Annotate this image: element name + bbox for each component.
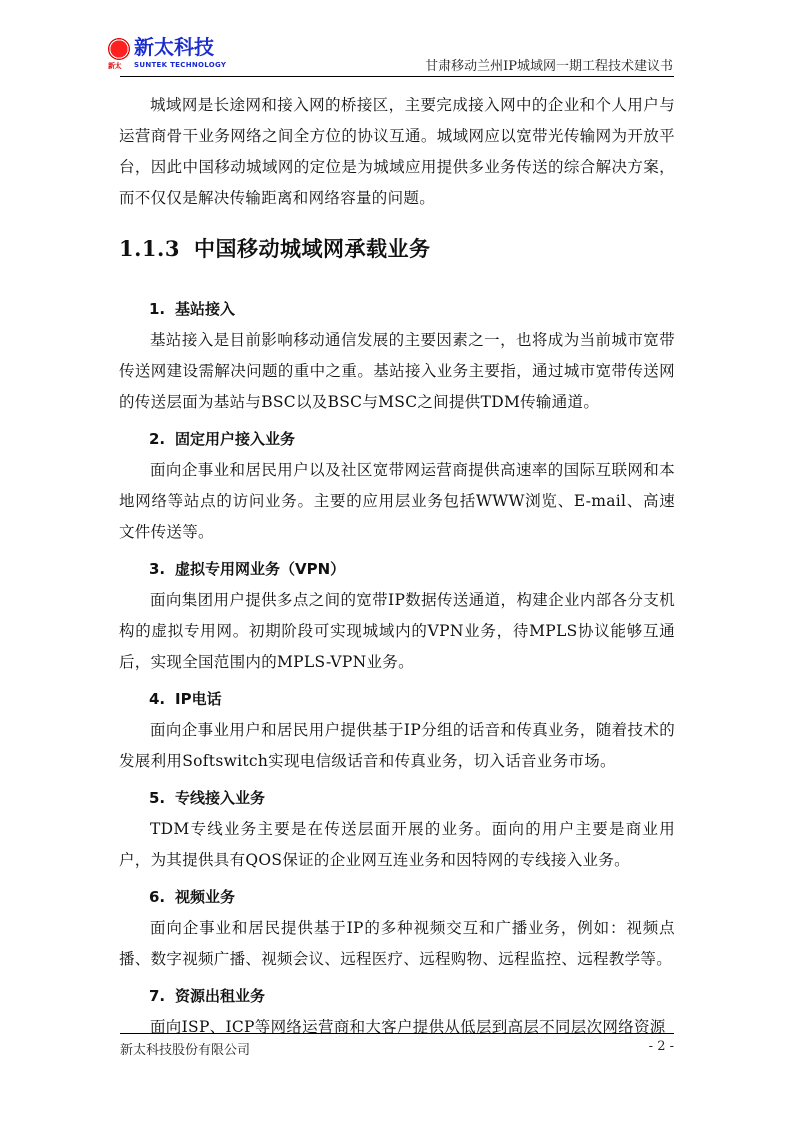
header-divider (120, 76, 674, 77)
item-heading: 4. IP电话 (149, 690, 222, 708)
page-body (119, 90, 675, 1043)
item-paragraph: TDM专线业务主要是在传送层面开展的业务。面向的用户主要是商业用户，为其提供具有QOS保证的企业网互连业务和因特网的专线接入业务。 (119, 820, 675, 869)
intro-paragraph: 城域网是长途网和接入网的桥接区，主要完成接入网中的企业和个人用户与运营商骨干业务网络之间全方位的协议互通。城域网应以宽带光传输网为开放平台，因此中国移动城域网的定位是为城域应用提供多业务传送的综合解决方案，而不仅仅是解决传输距离和网络容量的问题。 (119, 96, 675, 207)
item-heading: 1. 基站接入 (149, 300, 236, 318)
company-logo (108, 35, 238, 72)
item-paragraph: 面向企事业和居民提供基于IP的多种视频交互和广播业务，例如：视频点播、数字视频广播、视频会议、远程医疗、远程购物、远程监控、远程教学等。 (119, 919, 675, 968)
item-heading: 6. 视频业务 (149, 888, 236, 906)
item-heading: 2. 固定用户接入业务 (149, 430, 296, 448)
logo-mark-text: 新太 (108, 62, 121, 70)
footer-company: 新太科技股份有限公司 (120, 1043, 251, 1058)
page-header (0, 0, 793, 80)
footer-divider (120, 1033, 674, 1034)
item-paragraph: 面向企事业用户和居民用户提供基于IP分组的话音和传真业务，随着技术的发展利用Softswitch实现电信级话音和传真业务，切入话音业务市场。 (119, 721, 675, 770)
item-paragraph: 面向企事业和居民用户以及社区宽带网运营商提供高速率的国际互联网和本地网络等站点的访问业务。主要的应用层业务包括WWW浏览、E-mail、高速文件传送等。 (119, 461, 675, 541)
item-paragraph: 基站接入是目前影响移动通信发展的主要因素之一，也将成为当前城市宽带传送网建设需解决问题的重中之重。基站接入业务主要指，通过城市宽带传送网的传送层面为基站与BSC以及BSC与MSC之间提供TDM传输通道。 (119, 331, 675, 411)
logo-name-en: SUNTEK TECHNOLOGY (134, 61, 227, 69)
item-paragraph: 面向ISP、ICP等网络运营商和大客户提供从低层到高层不同层次网络资源 (150, 1018, 666, 1036)
section-title: 中国移动城域网承载业务 (193, 236, 431, 261)
item-paragraph: 面向集团用户提供多点之间的宽带IP数据传送通道，构建企业内部各分支机构的虚拟专用网。初期阶段可实现城域内的VPN业务，待MPLS协议能够互通后，实现全国范围内的MPLS-VPN业务。 (119, 591, 675, 671)
logo-sun-icon (108, 38, 130, 60)
logo-name-cn: 新太科技 (134, 35, 214, 59)
item-heading: 3. 虚拟专用网业务（VPN） (149, 560, 346, 578)
document-title: 甘肃移动兰州IP城域网一期工程技术建议书 (425, 59, 673, 74)
section-heading (119, 234, 675, 278)
item-heading: 5. 专线接入业务 (149, 789, 266, 807)
item-heading: 7. 资源出租业务 (149, 987, 266, 1005)
page-number: - 2 - (648, 1039, 674, 1054)
section-number: 1.1.3 (119, 236, 180, 261)
